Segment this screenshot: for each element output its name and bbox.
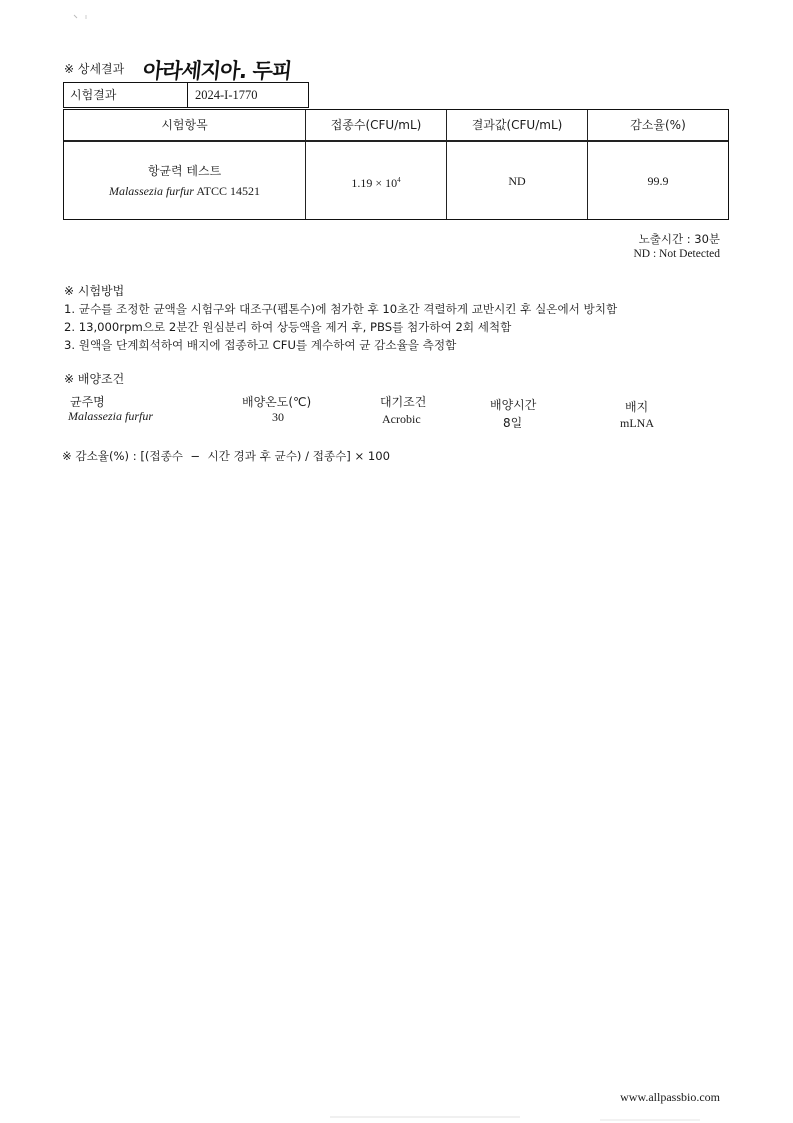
culture-time-value: 8일: [503, 416, 523, 430]
culture-temp-value: 30: [272, 410, 284, 424]
reduction-value: 99.9: [647, 174, 669, 188]
strain-code: ATCC 14521: [196, 184, 261, 198]
culture-header-strain: 균주명: [70, 395, 105, 409]
summary-divider: [187, 83, 188, 107]
method-title: ※ 시험방법: [64, 284, 125, 298]
cell-inoculum: [306, 141, 446, 221]
organism-name: Malassezia furfur: [108, 184, 194, 198]
reduction-formula: ※ 감소율(%) : [(접종수 − 시간 경과 후 균수) / 접종수] × 100: [62, 449, 391, 463]
header-reduction: 감소율(%): [630, 118, 686, 132]
test-organism: [109, 181, 260, 201]
test-item-name: 항균력 테스트: [147, 164, 222, 178]
header-result: 결과값(CFU/mL): [471, 118, 563, 132]
section-label: ※ 상세결과: [64, 62, 125, 76]
cell-test-item: [64, 141, 305, 221]
summary-label: 시험결과: [70, 88, 117, 102]
nd-definition: ND : Not Detected: [633, 248, 720, 260]
summary-box: [63, 82, 309, 108]
cell-result: [447, 141, 587, 221]
method-step: 1. 균수를 조정한 균액을 시험구와 대조구(펩톤수)에 첨가한 후 10초간 격렬하게 교반시킨 후 실온에서 방치함: [64, 302, 618, 316]
inoculum-exponent: 4: [397, 175, 401, 184]
culture-header-atmosphere: 대기조건: [380, 395, 427, 409]
culture-header-time: 배양시간: [490, 398, 537, 412]
result-table: [63, 109, 729, 220]
culture-title: ※ 배양조건: [64, 372, 125, 386]
exposure-time: 노출시간 : 30분: [638, 232, 720, 246]
culture-strain-value: Malassezia furfur: [68, 409, 154, 423]
handwritten-note: 아라세지아. 두피: [141, 59, 293, 83]
inoculum-value: [351, 170, 400, 193]
result-value: ND: [508, 174, 526, 188]
header-inoculum: 접종수(CFU/mL): [330, 118, 422, 132]
header-test-item: 시험항목: [161, 118, 208, 132]
inoculum-base: 1.19 × 10: [351, 175, 398, 190]
footer-website: www.allpassbio.com: [620, 1090, 720, 1104]
cell-reduction: [588, 141, 728, 221]
method-step: 2. 13,000rpm으로 2분간 원심분리 하여 상등액을 제거 후, PBS를 첨가하여 2회 세척함: [64, 320, 512, 334]
culture-medium-value: mLNA: [620, 416, 654, 430]
culture-atmosphere-value: Acrobic: [382, 412, 421, 426]
method-step: 3. 원액을 단계희석하여 배지에 접종하고 CFU를 계수하여 균 감소율을 측정함: [64, 338, 457, 352]
report-number: 2024-I-1770: [195, 88, 258, 102]
culture-header-temp: 배양온도(℃): [242, 395, 312, 409]
culture-header-medium: 배지: [625, 400, 649, 414]
